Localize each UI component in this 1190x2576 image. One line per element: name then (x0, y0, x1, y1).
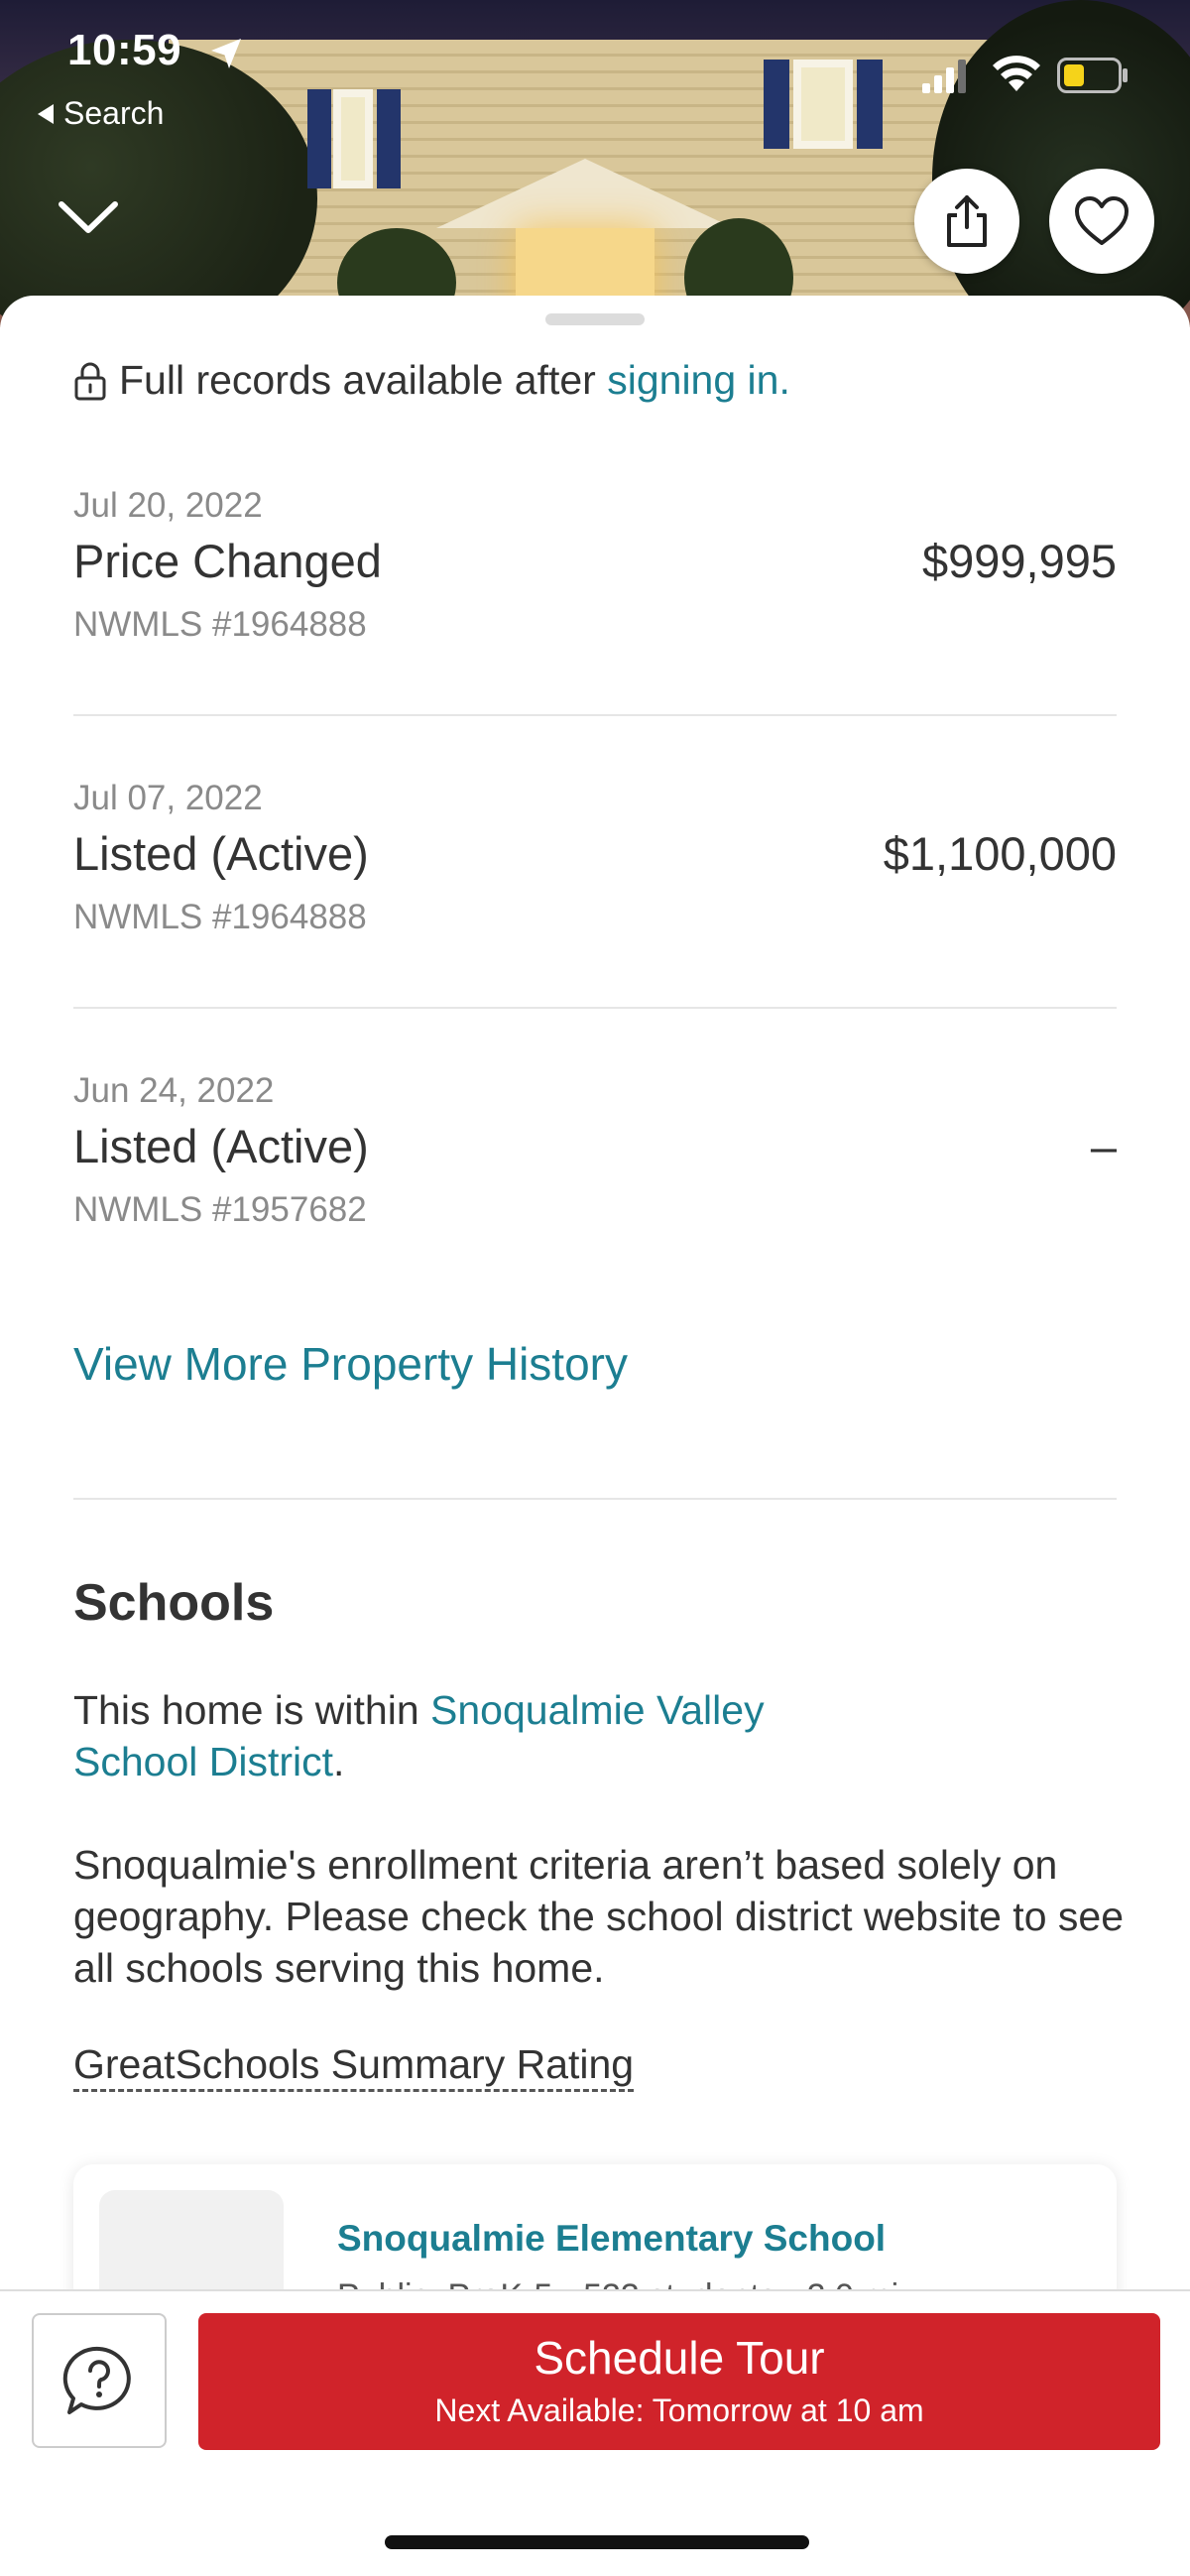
history-row (73, 779, 1117, 977)
history-row (73, 486, 1117, 684)
share-button[interactable] (914, 169, 1019, 274)
history-price: – (1090, 1120, 1117, 1172)
status-bar (0, 0, 1190, 129)
bottom-action-bar (0, 2289, 1190, 2576)
records-notice (73, 357, 790, 404)
wifi-icon (992, 54, 1041, 93)
divider (73, 714, 1117, 716)
history-price: $999,995 (921, 535, 1117, 587)
favorite-button[interactable] (1049, 169, 1154, 274)
schools-heading: Schools (73, 1574, 275, 1632)
details-sheet (0, 296, 1190, 2576)
section-divider (73, 1498, 1117, 1500)
battery-icon (1057, 58, 1129, 93)
history-date: Jul 07, 2022 (73, 779, 263, 817)
district-suffix: . (333, 1739, 345, 1784)
schedule-tour-label: Schedule Tour (534, 2332, 825, 2384)
history-mls: NWMLS #1957682 (73, 1190, 367, 1229)
photo-porch-roof (436, 159, 734, 228)
view-more-history-link[interactable]: View More Property History (73, 1338, 628, 1390)
district-paragraph (73, 1684, 1125, 1787)
greatschools-rating-label[interactable]: GreatSchools Summary Rating (73, 2041, 634, 2092)
back-search-label: Search (63, 95, 165, 131)
lock-icon (73, 361, 107, 401)
cellular-signal-icon (922, 58, 966, 93)
district-link[interactable]: Snoqualmie Valley (430, 1687, 765, 1733)
history-mls: NWMLS #1964888 (73, 898, 367, 936)
status-time: 10:59 (67, 26, 182, 74)
divider (73, 1007, 1117, 1009)
back-to-search-link[interactable] (38, 95, 164, 132)
history-event: Listed (Active) (73, 827, 369, 880)
history-event: Price Changed (73, 535, 382, 587)
school-name[interactable]: Snoqualmie Elementary School (337, 2218, 887, 2259)
history-mls: NWMLS #1964888 (73, 605, 367, 644)
home-indicator[interactable] (385, 2535, 809, 2549)
history-row (73, 1071, 1117, 1270)
district-link[interactable]: School District (73, 1739, 334, 1784)
sign-in-link[interactable]: signing in. (607, 357, 790, 403)
next-available-label: Next Available: Tomorrow at 10 am (434, 2392, 924, 2428)
history-price: $1,100,000 (883, 827, 1117, 880)
district-prefix: This home is within (73, 1687, 431, 1733)
records-notice-text: Full records available after (119, 357, 608, 403)
sheet-grabber[interactable] (545, 313, 645, 325)
history-event: Listed (Active) (73, 1120, 369, 1172)
history-date: Jul 20, 2022 (73, 486, 263, 525)
help-button[interactable] (32, 2313, 167, 2448)
back-triangle-icon (38, 104, 54, 124)
question-chat-icon (61, 2343, 137, 2418)
schedule-tour-button[interactable] (198, 2313, 1160, 2450)
history-date: Jun 24, 2022 (73, 1071, 275, 1110)
location-arrow-icon (208, 36, 244, 71)
heart-icon (1073, 195, 1130, 247)
enrollment-paragraph: Snoqualmie's enrollment criteria aren’t based solely on geography. Please check the school district website to see all schools serving this home. (73, 1842, 1124, 1991)
chevron-down-icon[interactable] (56, 194, 121, 240)
share-icon (943, 193, 991, 249)
